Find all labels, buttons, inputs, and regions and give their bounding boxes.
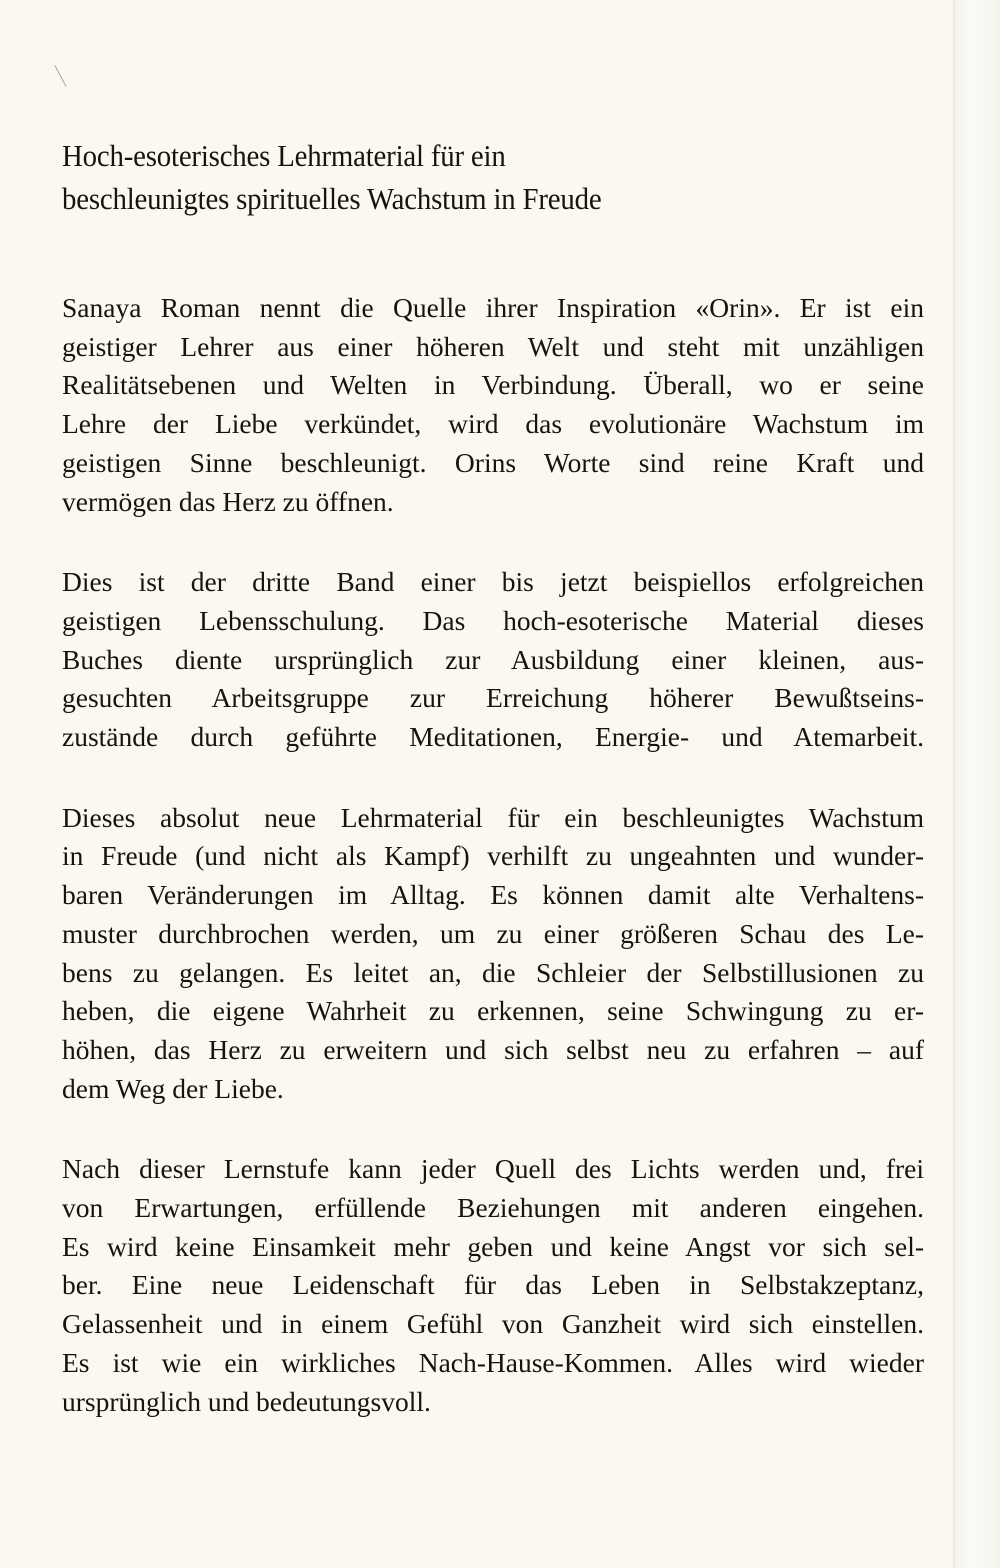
text-line: heben, die eigene Wahrheit zu erkennen, seine Schwingung zu er- xyxy=(62,995,924,1027)
text-line: vermögen das Herz zu öffnen. xyxy=(62,485,394,517)
text-line: Dieses absolut neue Lehrmaterial für ein beschleunigtes Wachstum xyxy=(62,801,924,833)
text-line: Buches diente ursprünglich zur Ausbildung einer kleinen, aus- xyxy=(62,643,924,675)
text-line: in Freude (und nicht als Kampf) verhilft zu ungeahnten und wunder- xyxy=(62,840,924,872)
text-line: Dies ist der dritte Band einer bis jetzt beispiellos erfolgreichen xyxy=(62,566,924,598)
text-line: Realitätsebenen und Welten in Verbindung. Überall, wo er seine xyxy=(62,369,924,401)
paper-scratch-mark xyxy=(54,65,66,87)
headline-line: beschleunigtes spirituelles Wachstum in Freude xyxy=(62,181,602,216)
text-line: Es wird keine Einsamkeit mehr geben und keine Angst vor sich sel- xyxy=(62,1230,924,1262)
text-line: höhen, das Herz zu erweitern und sich selbst neu zu erfahren – auf xyxy=(62,1033,924,1065)
text-line: von Erwartungen, erfüllende Beziehungen mit anderen eingehen. xyxy=(62,1192,924,1224)
text-line: Nach dieser Lernstufe kann jeder Quell des Lichts werden und, frei xyxy=(62,1153,924,1185)
text-line: geistigen Lebensschulung. Das hoch-esoterische Material dieses xyxy=(62,604,924,636)
book-spine-fold xyxy=(953,0,1000,1568)
text-line: muster durchbrochen werden, um zu einer größeren Schau des Le- xyxy=(62,917,924,949)
text-line: ber. Eine neue Leidenschaft für das Leben in Selbstakzeptanz, xyxy=(62,1269,924,1301)
headline xyxy=(62,134,787,220)
text-line: gesuchten Arbeitsgruppe zur Erreichung höherer Bewußtseins- xyxy=(62,682,924,714)
text-line: bens zu gelangen. Es leitet an, die Schleier der Selbstillusionen zu xyxy=(62,956,924,988)
text-line: geistigen Sinne beschleunigt. Orins Worte sind reine Kraft und xyxy=(62,446,924,478)
text-line: baren Veränderungen im Alltag. Es können damit alte Verhaltens- xyxy=(62,879,924,911)
text-line: Sanaya Roman nennt die Quelle ihrer Inspiration «Orin». Er ist ein xyxy=(62,292,924,323)
text-line: zustände durch geführte Meditationen, Energie- und Atemarbeit. xyxy=(62,721,924,753)
text-line: Gelassenheit und in einem Gefühl von Ganzheit wird sich einstellen. xyxy=(62,1308,924,1340)
back-cover-text xyxy=(62,134,924,1463)
paragraph-new-material xyxy=(62,799,924,1109)
text-line: dem Weg der Liebe. xyxy=(62,1072,284,1104)
text-line: ursprünglich und bedeutungsvoll. xyxy=(62,1385,431,1417)
paragraph-orin-intro xyxy=(62,289,924,521)
text-line: Es ist wie ein wirkliches Nach-Hause-Kommen. Alles wird wieder xyxy=(62,1346,924,1378)
text-line: geistiger Lehrer aus einer höheren Welt und steht mit unzähligen xyxy=(62,330,924,362)
paragraph-learning-stage xyxy=(62,1150,924,1421)
paragraph-third-volume xyxy=(62,563,924,757)
text-line: Lehre der Liebe verkündet, wird das evolutionäre Wachstum im xyxy=(62,408,924,440)
headline-line: Hoch-esoterisches Lehrmaterial für ein xyxy=(62,138,506,173)
